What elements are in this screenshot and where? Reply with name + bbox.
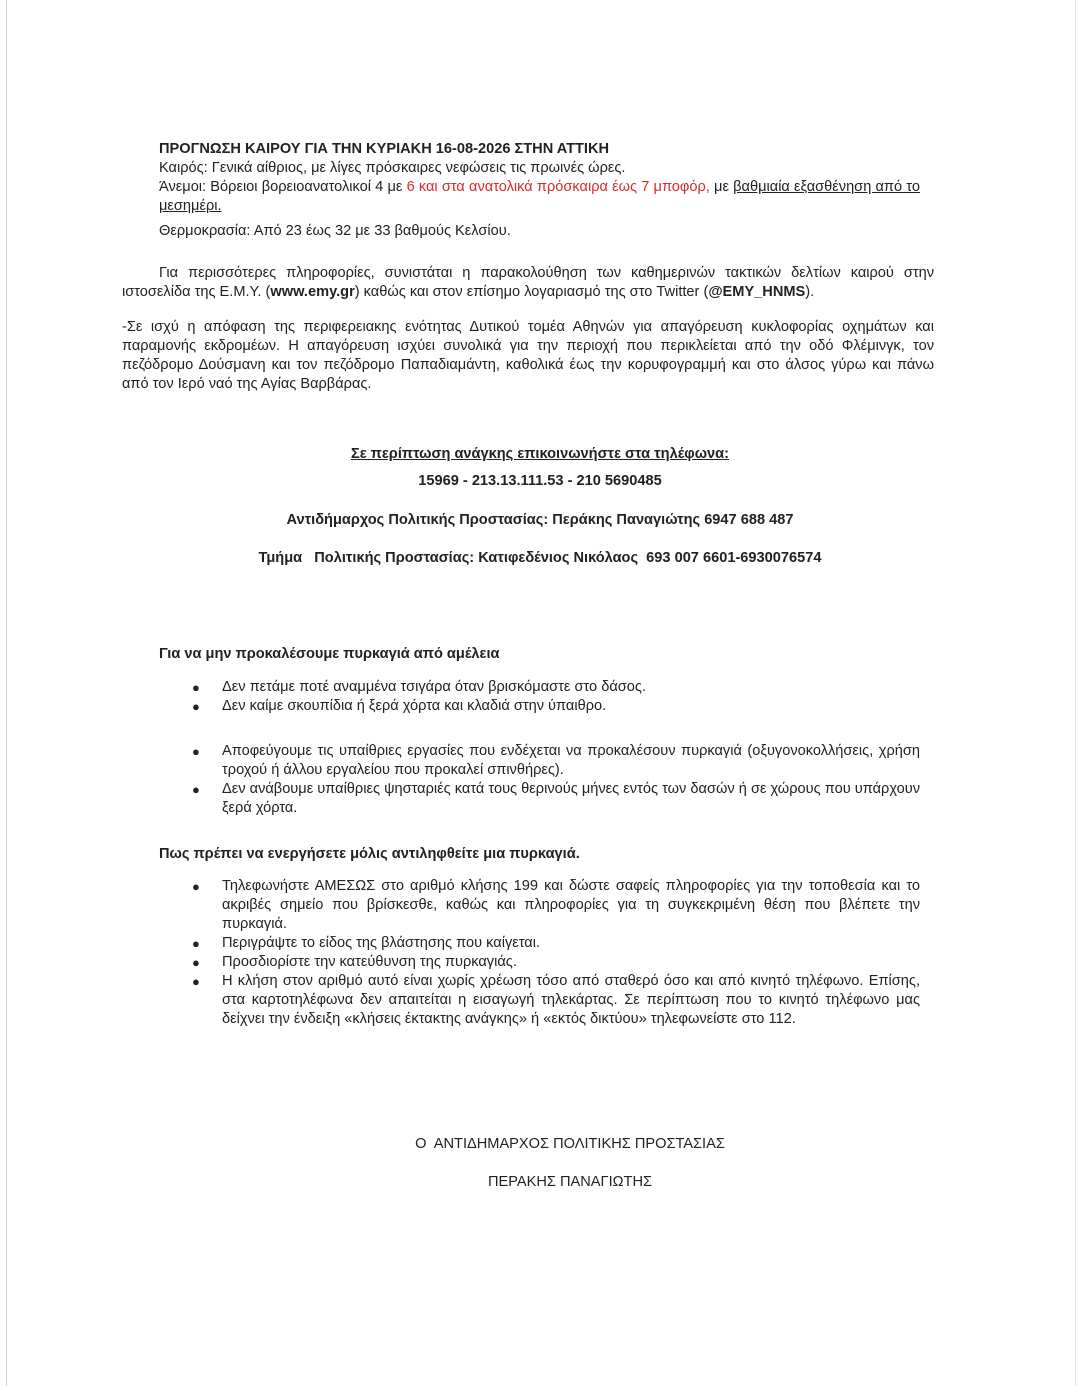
- department-contact: Τμήμα Πολιτικής Προστασίας: Κατιφεδένιος Νικόλαος 693 007 6601-6930076574: [258, 550, 822, 566]
- bullet-icon: ●: [192, 680, 200, 695]
- winds-underlined: βαθμιαία εξασθένηση από το μεσημέρι.: [159, 179, 920, 214]
- list-item: ● Η κλήση στον αριθμό αυτό είναι χωρίς χρέωση τόσο από σταθερό όσο και από κινητό τηλέφωνο. Επίσης, στα καρτοτηλέφωνα δεν απαιτείται η εισαγωγή τηλεκάρτας. Σε περίπτωση που το κινητό τηλέφωνο μας δείχνει την ένδειξη «κλήσεις έκτακτης ανάγκης» ή «εκτός δικτύου» τηλεφωνείστε στο 112.: [192, 973, 920, 1027]
- prevention-list-1: [159, 678, 920, 716]
- list-item: ● Αποφεύγουμε τις υπαίθριες εργασίες που ενδέχεται να προκαλέσουν πυρκαγιά (οξυγονοκολλήσεις, χρήση τροχού ή άλλου εργαλείου που προκαλεί σπινθήρες).: [192, 743, 920, 778]
- winds-highlight: 6 και στα ανατολικά πρόσκαιρα έως 7 μποφόρ,: [406, 179, 710, 195]
- bullet-icon: ●: [192, 974, 200, 989]
- list-item: ● Προσδιορίστε την κατεύθυνση της πυρκαγιάς.: [192, 954, 517, 970]
- forecast-title: ΠΡΟΓΝΩΣΗ ΚΑΙΡΟΥ ΓΙΑ ΤΗΝ ΚΥΡΙΑΚΗ 16-08-2026 ΣΤΗΝ ΑΤΤΙΚΗ: [159, 141, 610, 157]
- bullet-icon: ●: [192, 699, 200, 714]
- prevention-list-2: [159, 742, 920, 818]
- bullet-icon: ●: [192, 744, 200, 759]
- action-heading: Πως πρέπει να ενεργήσετε μόλις αντιληφθείτε μια πυρκαγιά.: [159, 846, 580, 862]
- emy-website-link[interactable]: www.emy.gr: [270, 284, 355, 300]
- bullet-icon: ●: [192, 936, 200, 951]
- ban-paragraph: -Σε ισχύ η απόφαση της περιφερειακης ενότητας Δυτικού τομέα Αθηνών για απαγόρευση κυκλοφορίας οχημάτων και παραμονής εκδρομέων. Η απαγόρευση ισχύει συνολικά για την περιοχή που περικλείεται από την οδό Φλέμινγκ, τον πεζόδρομο Δούσμανη και τον πεζόδρομο Παπαδιαμάντη, καθολικά έως την κορυφογραμμή και στο άλσος γύρω και πάνω από τον Ιερό ναό της Αγίας Βαρβάρας.: [122, 319, 934, 392]
- list-item: ● Δεν καίμε σκουπίδια ή ξερά χόρτα και κλαδιά στην ύπαιθρο.: [192, 698, 607, 714]
- forecast-weather: Καιρός: Γενικά αίθριος, με λίγες πρόσκαιρες νεφώσεις τις πρωινές ώρες.: [159, 160, 626, 176]
- twitter-handle-link[interactable]: @EMY_HNMS: [708, 284, 806, 300]
- list-item: ● Δεν ανάβουμε υπαίθριες ψησταριές κατά τους θερινούς μήνες εντός των δασών ή σε χώρους που υπάρχουν ξερά χόρτα.: [192, 781, 920, 816]
- info-paragraph: [122, 264, 934, 302]
- forecast-winds: [159, 178, 920, 216]
- action-list: [159, 877, 920, 1029]
- page-edge: [1075, 0, 1076, 1386]
- info-text-1: Για περισσότερες πληροφορίες, συνιστάται η παρακολούθηση των καθημερινών τακτικών δελτίων καιρού στην ιστοσελίδα της Ε.Μ.Υ. (: [122, 265, 934, 300]
- bullet-icon: ●: [192, 782, 200, 797]
- prevention-heading: Για να μην προκαλέσουμε πυρκαγιά από αμέλεια: [159, 646, 500, 662]
- winds-prefix: Άνεμοι: Βόρειοι βορειοανατολικοί 4 με: [159, 179, 407, 195]
- bullet-icon: ●: [192, 955, 200, 970]
- page-edge: [6, 0, 7, 1386]
- info-text-2: ) καθώς και στον επίσημο λογαριασμό της στο Twitter (: [354, 284, 709, 300]
- winds-middle: με: [709, 179, 734, 195]
- signature-role: Ο ΑΝΤΙΔΗΜΑΡΧΟΣ ΠΟΛΙΤΙΚΗΣ ΠΡΟΣΤΑΣΙΑΣ: [415, 1136, 725, 1152]
- forecast-temperature: Θερμοκρασία: Από 23 έως 32 με 33 βαθμούς Κελσίου.: [159, 223, 511, 239]
- forecast-section: [159, 140, 920, 241]
- bullet-icon: ●: [192, 879, 200, 894]
- signature-name: ΠΕΡΑΚΗΣ ΠΑΝΑΓΙΩΤΗΣ: [487, 1174, 653, 1190]
- list-item: ● Δεν πετάμε ποτέ αναμμένα τσιγάρα όταν βρισκόμαστε στο δάσος.: [192, 679, 646, 695]
- contacts-numbers: 15969 - 213.13.111.53 - 210 5690485: [418, 473, 662, 489]
- deputy-mayor-contact: Αντιδήμαρχος Πολιτικής Προστασίας: Περάκης Παναγιώτης 6947 688 487: [286, 512, 794, 528]
- info-text-3: ).: [805, 284, 815, 300]
- list-item: ● Τηλεφωνήστε ΑΜΕΣΩΣ στο αριθμό κλήσης 199 και δώστε σαφείς πληροφορίες για την τοποθεσία και το ακριβές σημείο που βρίσκεσθε, καθώς και πληροφορίες για τη συγκεκριμένη θέση που βλέπετε την πυρκαγιά.: [192, 878, 920, 932]
- list-item: ● Περιγράψτε το είδος της βλάστησης που καίγεται.: [192, 935, 541, 951]
- contacts-heading: Σε περίπτωση ανάγκης επικοινωνήστε στα τηλέφωνα:: [350, 446, 730, 462]
